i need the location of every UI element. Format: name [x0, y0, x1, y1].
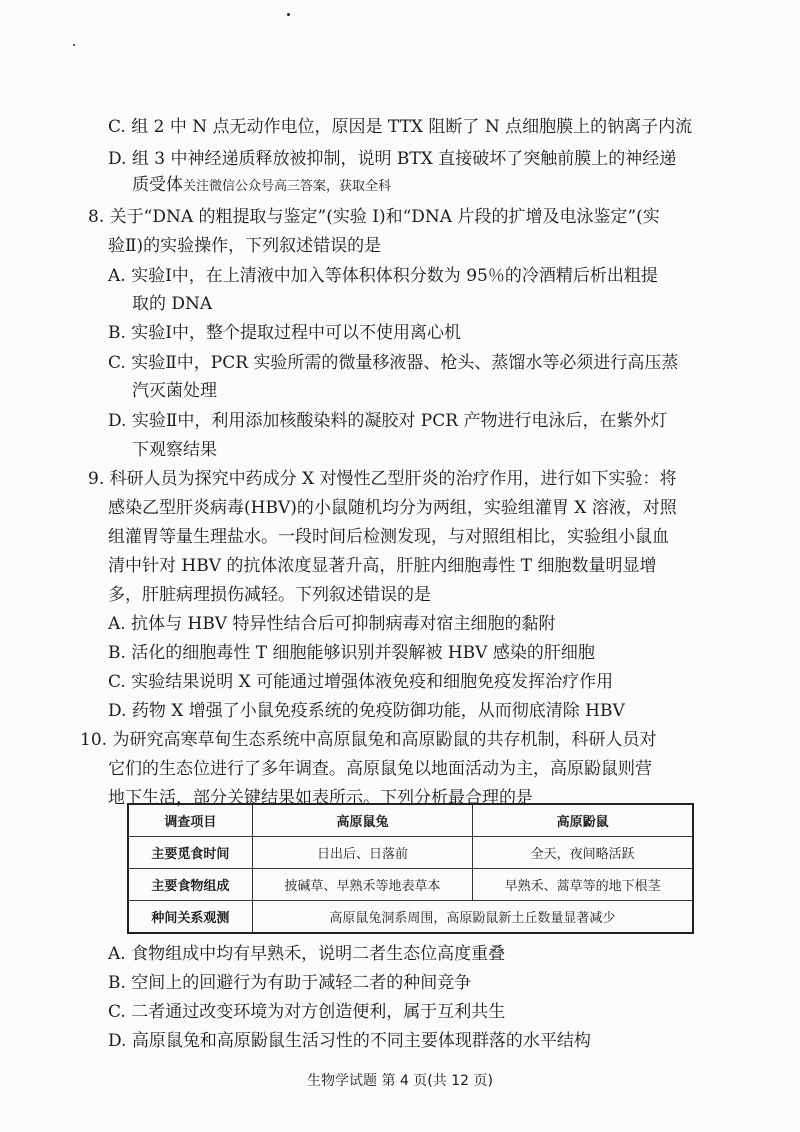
speck-mark [73, 44, 75, 46]
stem-text: 8. 关于“DNA 的粗提取与鉴定”(实验 Ⅰ)和“DNA 片段的扩增及电泳鉴定”(实 [88, 207, 660, 227]
option-9a [108, 613, 556, 635]
option-10d [108, 1030, 591, 1052]
option-8a [108, 265, 658, 287]
stem-text: 它们的生态位进行了多年调查。高原鼠兔以地面活动为主，高原鼢鼠则营 [108, 759, 652, 779]
option-8c [108, 352, 678, 374]
question-10-stem [80, 729, 656, 751]
stem-text: 清中针对 HBV 的抗体浓度显著升高，肝脏内细胞毒性 T 细胞数量明显增 [108, 556, 657, 576]
speck-mark [287, 13, 290, 16]
question-8-stem [88, 206, 660, 228]
option-text: A. 食物组成中均有早熟禾，说明二者生态位高度重叠 [108, 944, 506, 964]
question-9-stem-cont [108, 497, 677, 519]
option-10a [108, 943, 505, 965]
option-text: C. 实验Ⅱ中，PCR 实验所需的微量移液器、枪头、蒸馏水等必须进行高压蒸 [108, 353, 679, 373]
option-10b [108, 972, 471, 994]
stem-text: 9. 科研人员为探究中药成分 X 对慢性乙型肝炎的治疗作用，进行如下实验：将 [88, 469, 677, 489]
stem-text: 地下生活，部分关键结果如表所示。下列分析最合理的是 [108, 788, 533, 808]
table-header-cell: 高原鼠兔 [252, 804, 472, 837]
table-row-label: 种间关系观测 [128, 901, 252, 934]
question-9-stem-cont [108, 555, 657, 577]
option-text: 下观察结果 [132, 440, 217, 460]
option-text: D. 高原鼠兔和高原鼢鼠生活习性的不同主要体现群落的水平结构 [108, 1031, 591, 1051]
option-8c-cont [132, 380, 217, 402]
question-10-stem-cont [108, 758, 652, 780]
option-text: D. 组 3 中神经递质释放被抑制，说明 BTX 直接破坏了突触前膜上的神经递 [108, 149, 677, 169]
watermark-note: 关注微信公众号高三答案，获取全科 [183, 179, 392, 194]
survey-table [127, 803, 694, 934]
stem-text: 多，肝脏病理损伤减轻。下列叙述错误的是 [108, 585, 431, 605]
option-text: B. 空间上的回避行为有助于减轻二者的种间竞争 [108, 973, 472, 993]
option-text: 汽灭菌处理 [132, 381, 217, 401]
option-7d [108, 148, 676, 170]
option-9b [108, 642, 595, 664]
option-text: A. 实验Ⅰ中，在上清液中加入等体积体积分数为 95％的冷酒精后析出粗提 [108, 266, 658, 286]
option-text: C. 实验结果说明 X 可能通过增强体液免疫和细胞免疫发挥治疗作用 [108, 672, 614, 692]
option-8d [108, 410, 667, 432]
stem-text: 10. 为研究高寒草甸生态系统中高原鼠兔和高原鼢鼠的共存机制，科研人员对 [80, 730, 657, 750]
stem-text: 感染乙型肝炎病毒(HBV)的小鼠随机均分为两组，实验组灌胃 X 溶液，对照 [108, 498, 677, 518]
option-text: C. 二者通过改变环境为对方创造便利，属于互利共生 [108, 1002, 506, 1022]
option-9c [108, 671, 613, 693]
page-footer: 生物学试题 第 4 页(共 12 页) [307, 1073, 493, 1089]
table-cell: 全天，夜间略活跃 [473, 837, 693, 869]
table-row [128, 901, 693, 934]
option-text: C. 组 2 中 N 点无动作电位，原因是 TTX 阻断了 N 点细胞膜上的钠离子内流 [108, 117, 693, 137]
stem-text: 验Ⅱ)的实验操作，下列叙述错误的是 [108, 236, 382, 256]
table-header-cell: 调查项目 [128, 804, 252, 837]
option-8b [108, 322, 461, 344]
table-cell: 披碱草、早熟禾等地表草本 [252, 869, 472, 901]
table-cell: 日出后、日落前 [252, 837, 472, 869]
table-header-row [128, 804, 693, 837]
option-7d-cont [132, 174, 391, 198]
option-text: A. 抗体与 HBV 特异性结合后可抑制病毒对宿主细胞的黏附 [108, 614, 556, 634]
table-cell-merged: 高原鼠兔洞系周围，高原鼢鼠新土丘数量显著减少 [252, 901, 693, 934]
option-9d [108, 700, 625, 722]
option-10c [108, 1001, 505, 1023]
question-8-stem-cont [108, 235, 381, 257]
option-7c [108, 116, 692, 138]
table-cell: 早熟禾、蒿草等的地下根茎 [473, 869, 693, 901]
option-8d-cont [132, 439, 217, 461]
option-8a-cont [132, 293, 212, 315]
option-text: 质受体 [132, 175, 183, 195]
table-row [128, 837, 693, 869]
question-9-stem-cont [108, 584, 431, 606]
question-9-stem-cont [108, 526, 669, 548]
option-text: B. 实验Ⅰ中，整个提取过程中可以不使用离心机 [108, 323, 462, 343]
option-text: B. 活化的细胞毒性 T 细胞能够识别并裂解被 HBV 感染的肝细胞 [108, 643, 595, 663]
option-text: 取的 DNA [132, 294, 213, 314]
question-9-stem [88, 468, 677, 490]
table-row [128, 869, 693, 901]
stem-text: 组灌胃等量生理盐水。一段时间后检测发现，与对照组相比，实验组小鼠血 [108, 527, 669, 547]
option-text: D. 实验Ⅱ中，利用添加核酸染料的凝胶对 PCR 产物进行电泳后，在紫外灯 [108, 411, 668, 431]
table-row-label: 主要觅食时间 [128, 837, 252, 869]
table-row-label: 主要食物组成 [128, 869, 252, 901]
table-header-cell: 高原鼢鼠 [473, 804, 693, 837]
option-text: D. 药物 X 增强了小鼠免疫系统的免疫防御功能，从而彻底清除 HBV [108, 701, 625, 721]
